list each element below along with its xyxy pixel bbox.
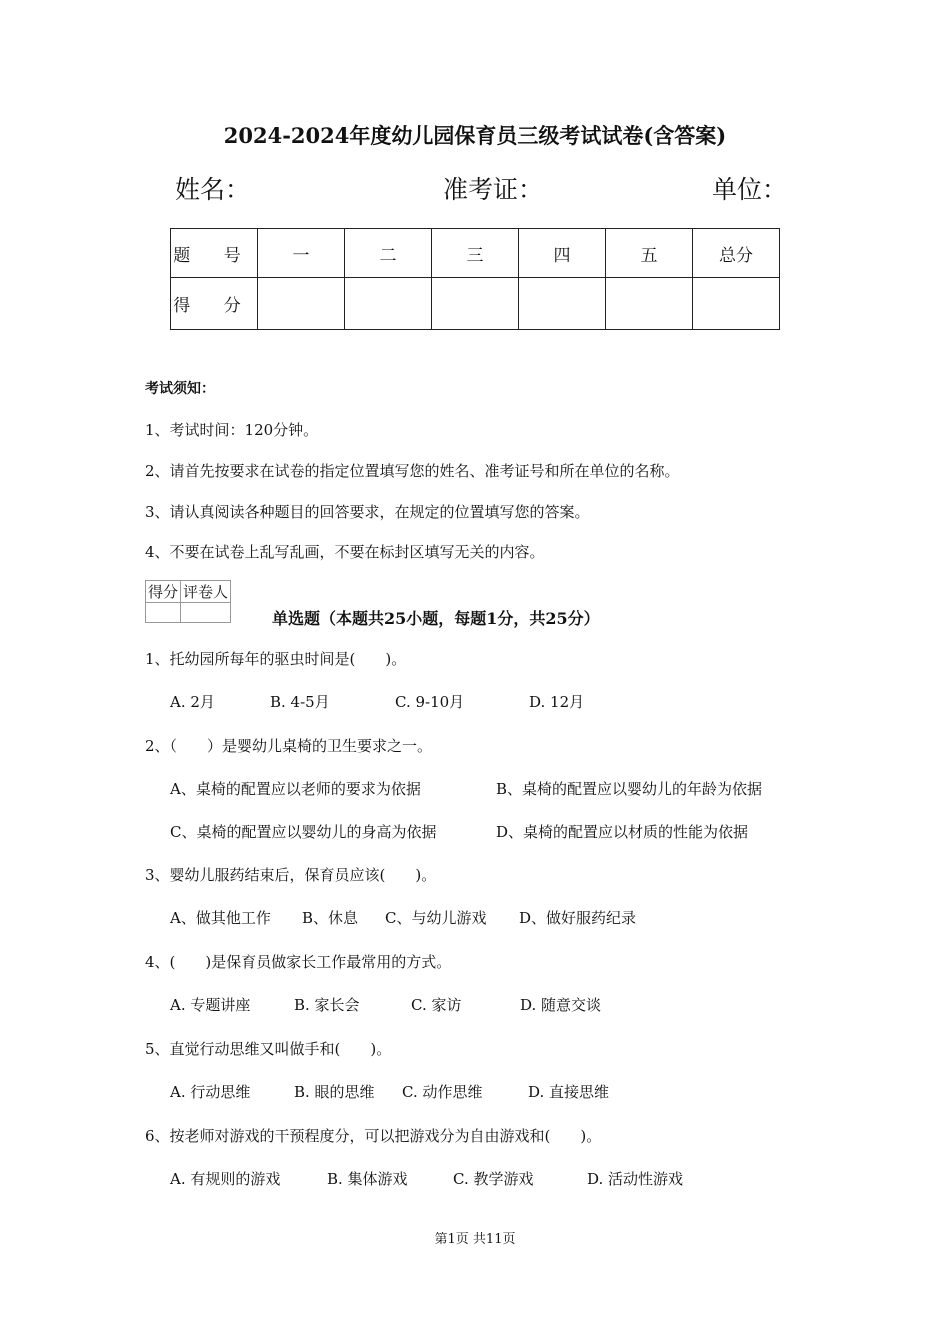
notice-item: 4、不要在试卷上乱写乱画，不要在标封区填写无关的内容。 <box>145 543 545 561</box>
question-text: 5、直觉行动思维又叫做手和( )。 <box>145 1040 392 1058</box>
option[interactable]: B. 集体游戏 <box>327 1170 408 1188</box>
option[interactable]: D. 活动性游戏 <box>587 1170 684 1188</box>
option[interactable]: D. 直接思维 <box>528 1083 610 1101</box>
score-cell[interactable] <box>519 278 606 330</box>
exam-id-label: 准考证： <box>443 175 544 204</box>
section-title: 单选题（本题共25小题，每题1分，共25分） <box>272 609 600 628</box>
option[interactable]: B、休息 <box>302 909 359 927</box>
score-cell[interactable] <box>693 278 780 330</box>
option[interactable]: C. 家访 <box>411 996 462 1014</box>
option[interactable]: D、桌椅的配置应以材质的性能为依据 <box>496 823 749 841</box>
option[interactable]: B. 眼的思维 <box>294 1083 375 1101</box>
score-table-header-cell: 四 <box>519 229 606 278</box>
option[interactable]: D、做好服药纪录 <box>519 909 637 927</box>
option[interactable]: A. 行动思维 <box>170 1083 251 1101</box>
option[interactable]: C、与幼儿游戏 <box>385 909 487 927</box>
score-table-header-row <box>171 229 780 278</box>
option[interactable]: A、做其他工作 <box>170 909 271 927</box>
question-options <box>170 994 601 1015</box>
option[interactable]: A. 2月 <box>170 693 215 711</box>
question-text: 3、婴幼儿服药结束后，保育员应该( )。 <box>145 866 437 884</box>
question-text: 6、按老师对游戏的干预程度分，可以把游戏分为自由游戏和( )。 <box>145 1127 602 1145</box>
option[interactable]: C. 动作思维 <box>402 1083 483 1101</box>
option[interactable]: A. 有规则的游戏 <box>170 1170 281 1188</box>
notice-item: 3、请认真阅读各种题目的回答要求，在规定的位置填写您的答案。 <box>145 503 590 521</box>
option[interactable]: A. 专题讲座 <box>170 996 251 1014</box>
option[interactable]: C. 9-10月 <box>395 693 465 711</box>
question-options <box>170 691 584 712</box>
notice-item: 2、请首先按要求在试卷的指定位置填写您的姓名、准考证号和所在单位的名称。 <box>145 462 680 480</box>
score-cell[interactable] <box>606 278 693 330</box>
score-table-header-cell: 一 <box>258 229 345 278</box>
page-title: 2024-2024年度幼儿园保育员三级考试试卷(含答案) <box>223 123 727 148</box>
option[interactable]: B. 4-5月 <box>270 693 330 711</box>
score-table-header-cell: 五 <box>606 229 693 278</box>
score-cell[interactable] <box>345 278 432 330</box>
score-cell[interactable] <box>258 278 345 330</box>
score-table-header-cell: 二 <box>345 229 432 278</box>
score-row-label: 得 分 <box>171 278 258 330</box>
question-text: 1、托幼园所每年的驱虫时间是( )。 <box>145 650 407 668</box>
unit-label: 单位： <box>712 175 788 204</box>
option[interactable]: C、桌椅的配置应以婴幼儿的身高为依据 <box>170 823 437 841</box>
grader-score-cell[interactable] <box>146 603 181 623</box>
score-table <box>170 228 780 330</box>
notice-item: 1、考试时间：120分钟。 <box>145 421 319 439</box>
grader-reviewer-cell[interactable] <box>181 603 231 623</box>
name-label: 姓名： <box>175 175 251 204</box>
grader-reviewer-label: 评卷人 <box>181 581 231 603</box>
option[interactable]: D. 12月 <box>529 693 585 711</box>
score-cell[interactable] <box>432 278 519 330</box>
option[interactable]: B. 家长会 <box>294 996 360 1014</box>
question-options <box>170 907 636 928</box>
page-footer: 第1页 共11页 <box>434 1232 516 1247</box>
score-table-header-cell: 三 <box>432 229 519 278</box>
question-options <box>170 1168 683 1189</box>
score-table-header-cell: 总分 <box>693 229 780 278</box>
score-table-header-cell: 题 号 <box>171 229 258 278</box>
grader-box <box>145 580 231 623</box>
option[interactable]: C. 教学游戏 <box>453 1170 534 1188</box>
question-options <box>170 1081 609 1102</box>
grader-score-label: 得分 <box>146 581 181 603</box>
option[interactable]: B、桌椅的配置应以婴幼儿的年龄为依据 <box>496 780 763 798</box>
question-text: 4、( )是保育员做家长工作最常用的方式。 <box>145 953 452 971</box>
score-table-score-row <box>171 278 780 330</box>
option[interactable]: A、桌椅的配置应以老师的要求为依据 <box>170 780 421 798</box>
option[interactable]: D. 随意交谈 <box>520 996 602 1014</box>
question-text: 2、（ ）是婴幼儿桌椅的卫生要求之一。 <box>145 737 433 755</box>
notice-heading: 考试须知： <box>145 381 215 397</box>
